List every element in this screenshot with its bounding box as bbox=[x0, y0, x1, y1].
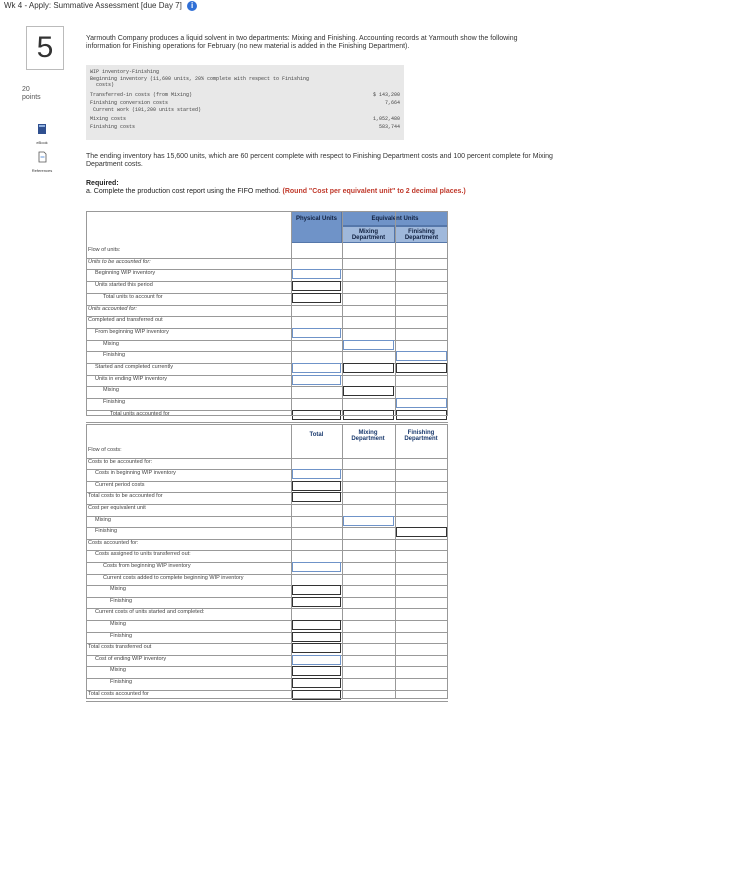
info-icon[interactable]: i bbox=[187, 1, 197, 11]
row-label: Mixing bbox=[103, 387, 119, 394]
row-label: Total units to account for bbox=[103, 293, 163, 300]
column-divider bbox=[395, 424, 396, 699]
row-label: Total costs transferred out bbox=[88, 644, 152, 651]
references-label: References bbox=[31, 168, 53, 173]
row-label: Costs accounted for: bbox=[88, 539, 139, 546]
assignment-title bbox=[4, 1, 197, 11]
row-label: Units in ending WIP inventory bbox=[95, 375, 168, 382]
row-label: Current period costs bbox=[95, 481, 145, 488]
row-label: Mixing bbox=[110, 621, 126, 627]
row-label: Units started this period bbox=[95, 282, 153, 289]
row-label: Finishing bbox=[110, 597, 133, 604]
row-label: Finishing bbox=[110, 632, 133, 639]
row-label: Mixing bbox=[95, 516, 111, 523]
required-label: Required: bbox=[86, 180, 119, 187]
points-value: 20 bbox=[22, 86, 30, 93]
references-link[interactable] bbox=[22, 150, 62, 173]
row-label: Units accounted for: bbox=[88, 305, 137, 312]
column-divider bbox=[291, 211, 292, 416]
row-label: Costs in beginning WIP inventory bbox=[95, 470, 176, 477]
ebook-link[interactable] bbox=[22, 122, 62, 145]
row-label: Total costs to be accounted for bbox=[88, 493, 163, 500]
required-part-a bbox=[86, 188, 466, 195]
row-label: Costs assigned to units transferred out: bbox=[95, 551, 191, 558]
wip-line: Finishing costs bbox=[90, 124, 136, 130]
row-label: Cost of ending WIP inventory bbox=[95, 655, 167, 662]
wip-line: costs) bbox=[90, 82, 115, 88]
book-icon bbox=[36, 123, 48, 135]
mixing-dept-label: Mixing Department bbox=[351, 229, 386, 241]
assignment-title-text: Wk 4 - Apply: Summative Assessment [due Day 7] bbox=[4, 1, 182, 11]
ebook-label: eBook bbox=[36, 140, 48, 145]
column-divider bbox=[342, 211, 343, 416]
row-label: Flow of costs: bbox=[88, 447, 122, 453]
cost-finishing-header: Finishing Department bbox=[404, 430, 438, 442]
row-divider bbox=[86, 422, 448, 423]
row-label: Mixing bbox=[110, 667, 126, 674]
question-number: 5 bbox=[26, 26, 64, 70]
row-label: Finishing bbox=[103, 352, 126, 359]
wip-line: WIP inventory-Finishing bbox=[90, 69, 160, 75]
column-divider bbox=[291, 424, 292, 699]
row-label: Finishing bbox=[95, 528, 118, 535]
row-label: From beginning WIP inventory bbox=[95, 328, 169, 335]
row-label: Units to be accounted for: bbox=[88, 258, 151, 265]
finishing-dept-label: Finishing Department bbox=[404, 229, 439, 241]
column-divider bbox=[395, 211, 396, 416]
wip-line: Current work (101,200 units started) bbox=[90, 107, 202, 113]
row-label: Started and completed currently bbox=[95, 364, 173, 370]
wip-value: 7,664 bbox=[384, 100, 400, 106]
row-divider bbox=[86, 701, 448, 702]
points-block bbox=[22, 86, 41, 102]
units-table-border bbox=[86, 211, 448, 416]
physical-units-label: Physical Units bbox=[295, 216, 337, 222]
ending-inventory-text: The ending inventory has 15,600 units, which are 60 percent complete with respect to Finishing Department costs and 100 percent complete for Mixing Department costs. bbox=[86, 153, 553, 168]
question-intro: Yarmouth Company produces a liquid solvent in two departments: Mixing and Finishing. Accounting records at Yarmouth show the following information for Finishing operations for February (no new material is added in the Finishing Department). bbox=[86, 35, 518, 50]
row-label: Flow of units: bbox=[88, 247, 121, 253]
wip-line: Mixing costs bbox=[90, 116, 127, 122]
costs-table-border bbox=[86, 424, 448, 699]
row-label: Total units accounted for bbox=[110, 410, 170, 417]
wip-value: $ 143,200 bbox=[372, 92, 400, 98]
row-label: Mixing bbox=[110, 586, 126, 593]
part-a-text: a. Complete the production cost report using the FIFO method. bbox=[86, 188, 281, 195]
total-header: Total bbox=[309, 432, 324, 438]
row-label: Beginning WIP inventory bbox=[95, 270, 156, 277]
points-label: points bbox=[22, 94, 41, 101]
wip-line: Finishing conversion costs bbox=[90, 100, 169, 106]
row-label: Finishing bbox=[103, 399, 126, 406]
row-label: Completed and transferred out bbox=[88, 317, 163, 324]
wip-value: 1,052,480 bbox=[372, 116, 400, 122]
wip-value: 583,744 bbox=[378, 124, 400, 130]
wip-line: Transferred-in costs (from Mixing) bbox=[90, 92, 193, 98]
document-icon bbox=[36, 151, 48, 163]
wip-line: Beginning inventory (11,600 units, 20% complete with respect to Finishing bbox=[90, 76, 310, 82]
row-label: Current costs of units started and completed: bbox=[95, 609, 205, 616]
equivalent-units-label: Equivalent Units bbox=[371, 216, 419, 222]
wip-inventory-table bbox=[86, 65, 404, 140]
row-label: Finishing bbox=[110, 679, 133, 685]
cost-mixing-header: Mixing Department bbox=[351, 430, 385, 442]
row-label: Costs to be accounted for: bbox=[88, 458, 153, 465]
column-divider bbox=[342, 424, 343, 699]
rounding-note: (Round "Cost per equivalent unit" to 2 decimal places.) bbox=[282, 188, 466, 195]
row-label: Costs from beginning WIP inventory bbox=[103, 563, 191, 569]
row-label: Mixing bbox=[103, 340, 119, 347]
row-label: Cost per equivalent unit bbox=[88, 505, 146, 511]
row-label: Current costs added to complete beginning WIP inventory bbox=[103, 574, 244, 581]
row-label: Total costs accounted for bbox=[88, 690, 149, 697]
